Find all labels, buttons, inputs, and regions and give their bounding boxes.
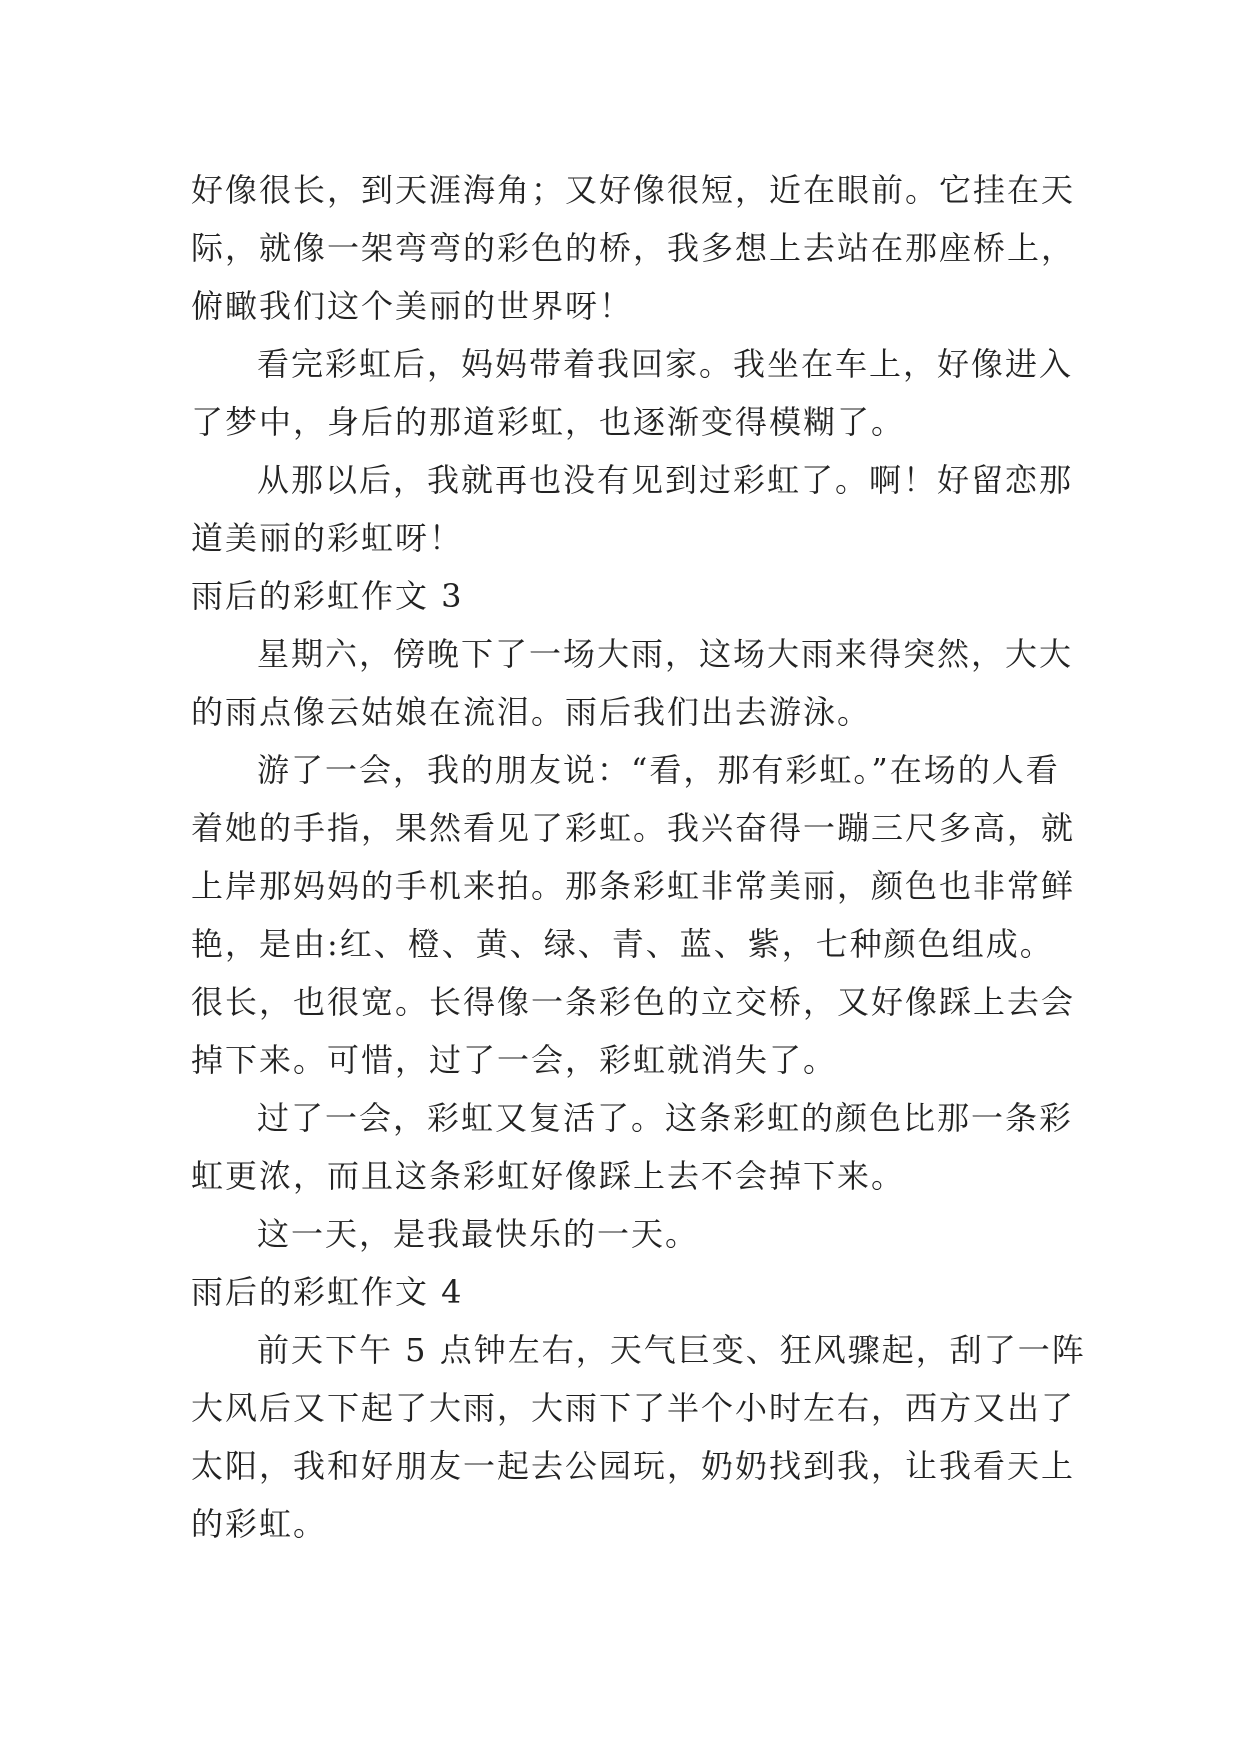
text-line: 俯瞰我们这个美丽的世界呀！	[191, 287, 634, 325]
text-line: 道美丽的彩虹呀！	[191, 519, 464, 557]
paragraph-start-line: 这一天，是我最快乐的一天。	[257, 1215, 700, 1253]
text-line: 际，就像一架弯弯的彩色的桥，我多想上去站在那座桥上，	[191, 229, 1076, 267]
document-body	[191, 161, 1086, 1553]
text-line: 虹更浓，而且这条彩虹好像踩上去不会掉下来。	[191, 1157, 906, 1195]
section-heading: 雨后的彩虹作文 4	[191, 1273, 464, 1311]
paragraph-start-line: 前天下午 5 点钟左右，天气巨变、狂风骤起，刮了一阵	[257, 1331, 1086, 1369]
paragraph-start-line: 游了一会，我的朋友说：“看，那有彩虹。”在场的人看	[257, 751, 1060, 789]
text-line: 着她的手指，果然看见了彩虹。我兴奋得一蹦三尺多高，就	[191, 809, 1076, 847]
text-line: 大风后又下起了大雨，大雨下了半个小时左右，西方又出了	[191, 1389, 1076, 1427]
text-line: 掉下来。可惜，过了一会，彩虹就消失了。	[191, 1041, 838, 1079]
text-line: 了梦中，身后的那道彩虹，也逐渐变得模糊了。	[191, 403, 906, 441]
text-line: 好像很长，到天涯海角；又好像很短，近在眼前。它挂在天	[191, 171, 1076, 209]
text-line: 很长，也很宽。长得像一条彩色的立交桥，又好像踩上去会	[191, 983, 1076, 1021]
paragraph-start-line: 星期六，傍晚下了一场大雨，这场大雨来得突然，大大	[257, 635, 1074, 673]
text-line: 太阳，我和好朋友一起去公园玩，奶奶找到我，让我看天上	[191, 1447, 1076, 1485]
text-line: 上岸那妈妈的手机来拍。那条彩虹非常美丽，颜色也非常鲜	[191, 867, 1076, 905]
text-line: 的彩虹。	[191, 1505, 328, 1543]
paragraph-start-line: 从那以后，我就再也没有见到过彩虹了。啊！好留恋那	[257, 461, 1074, 499]
section-heading: 雨后的彩虹作文 3	[191, 577, 464, 615]
text-line: 艳，是由:红、橙、黄、绿、青、蓝、紫，七种颜色组成。	[191, 925, 1054, 963]
paragraph-start-line: 过了一会，彩虹又复活了。这条彩虹的颜色比那一条彩	[257, 1099, 1074, 1137]
paragraph-start-line: 看完彩虹后，妈妈带着我回家。我坐在车上，好像进入	[257, 345, 1074, 383]
text-line: 的雨点像云姑娘在流泪。雨后我们出去游泳。	[191, 693, 872, 731]
